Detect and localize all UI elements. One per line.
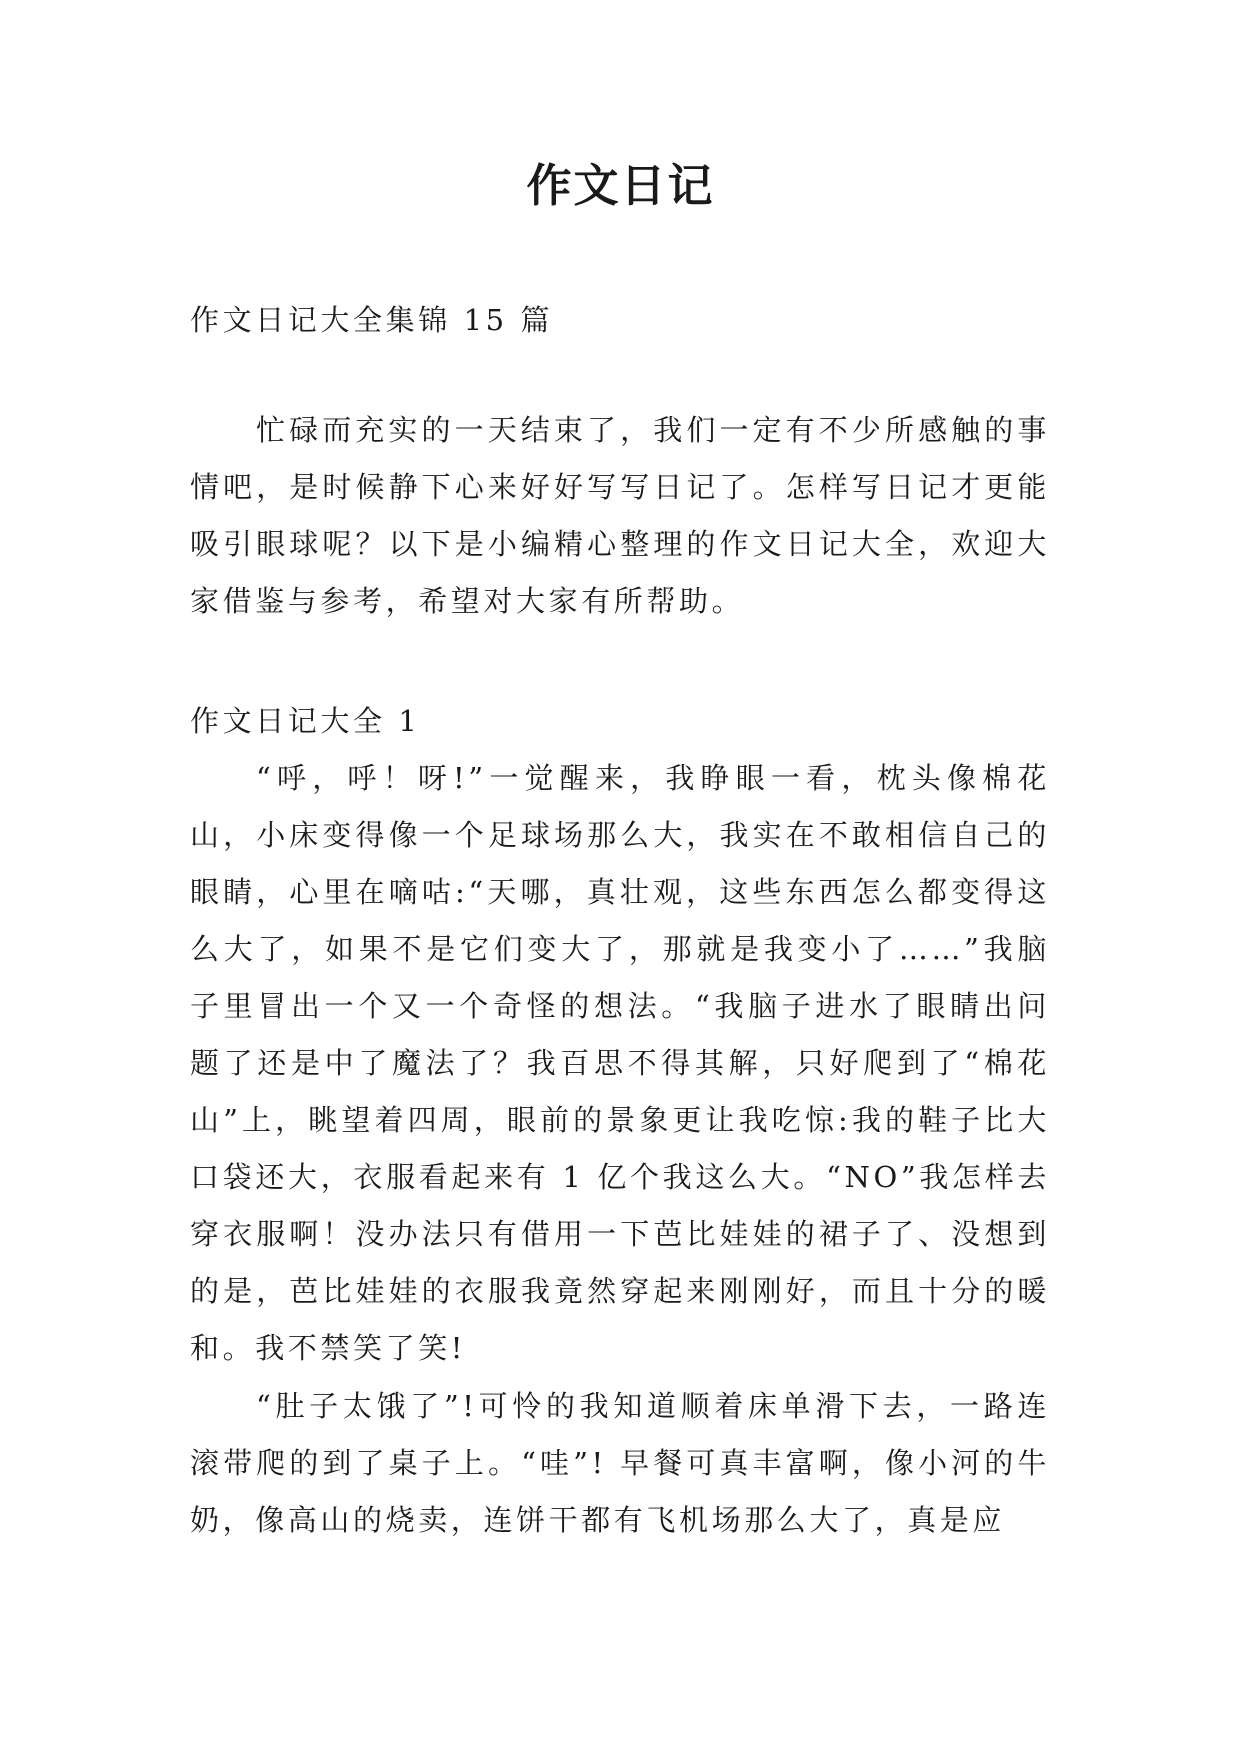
document-subtitle: 作文日记大全集锦 15 篇	[190, 303, 554, 337]
body-paragraph: “肚子太饿了”!可怜的我知道顺着床单滑下去，一路连滚带爬的到了桌子上。“哇”! 早餐可真丰富啊，像小河的牛奶，像高山的烧卖，连饼干都有飞机场那么大了，真是应	[190, 1389, 1050, 1537]
intro-paragraph: 忙碌而充实的一天结束了，我们一定有不少所感触的事情吧，是时候静下心来好好写写日记了。怎样写日记才更能吸引眼球呢？以下是小编精心整理的作文日记大全，欢迎大家借鉴与参考，希望对大家有所帮助。	[190, 413, 1050, 618]
section-heading: 作文日记大全 1	[190, 704, 421, 738]
body-paragraph: “呼，呼！呀!”一觉醒来，我睁眼一看，枕头像棉花山，小床变得像一个足球场那么大，我实在不敢相信自己的眼睛，心里在嘀咕:“天哪，真壮观，这些东西怎么都变得这么大了，如果不是它们变大了，那就是我变小了……”我脑子里冒出一个又一个奇怪的想法。“我脑子进水了眼睛出问题了还是中了魔法了？我百思不得其解，只好爬到了“棉花山”上，眺望着四周，眼前的景象更让我吃惊:我的鞋子比大口袋还大，衣服看起来有 1 亿个我这么大。“NO”我怎样去穿衣服啊！没办法只有借用一下芭比娃娃的裙子了、没想到的是，芭比娃娃的衣服我竟然穿起来刚刚好，而且十分的暖和。我不禁笑了笑!	[190, 761, 1050, 1365]
document-title: 作文日记	[526, 159, 715, 212]
